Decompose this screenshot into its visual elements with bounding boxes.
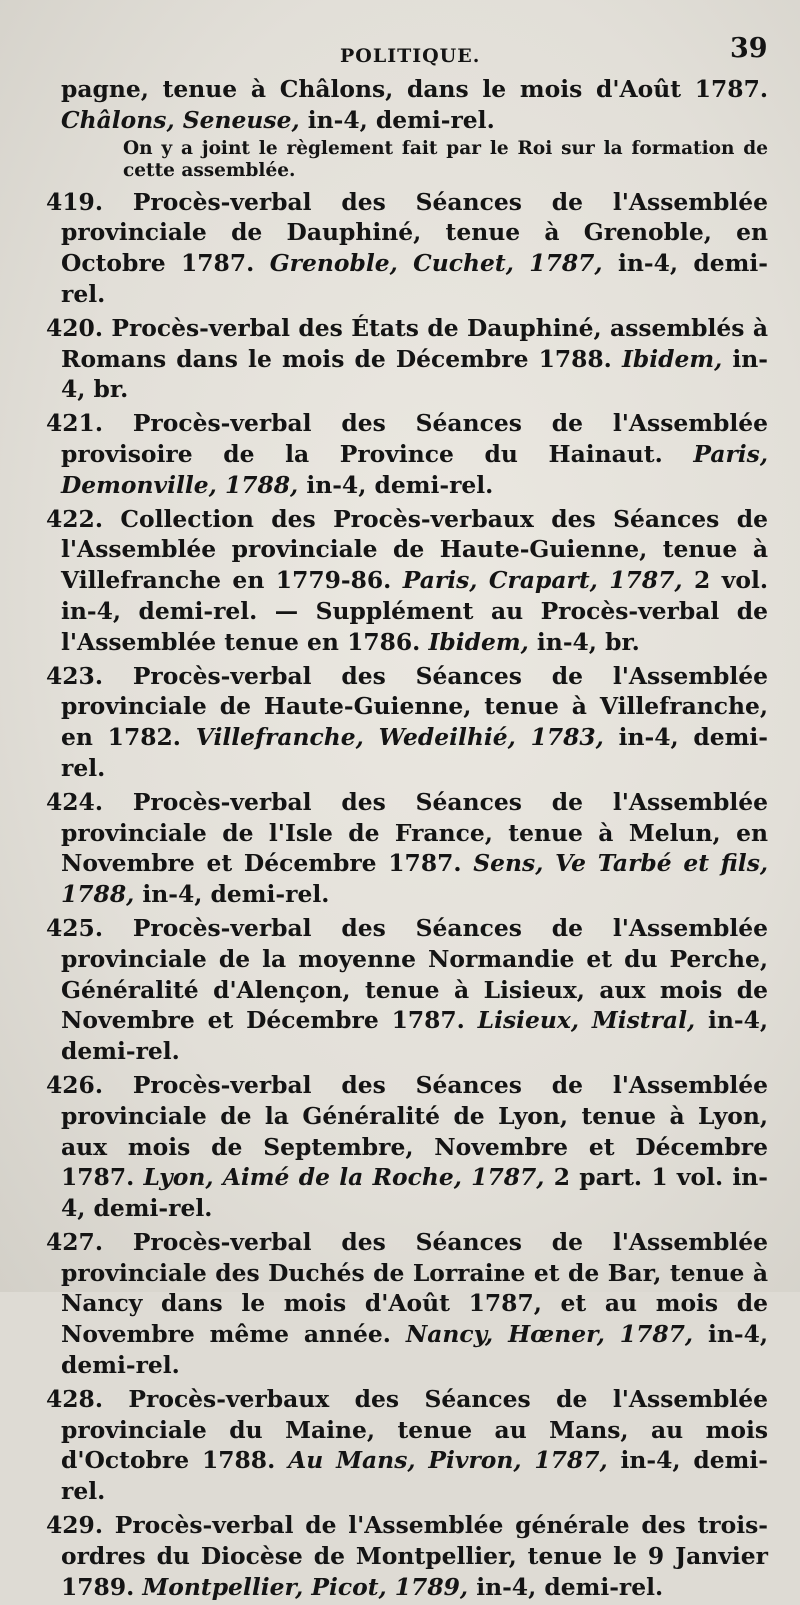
- entry-format: in-4, demi-rel.: [61, 1006, 768, 1066]
- entry-imprint: Au Mans, Pivron, 1787,: [288, 1446, 608, 1475]
- entry-imprint: Ibidem,: [621, 344, 723, 373]
- entry-text: Procès-verbal des Séances de l'Assemblée provisoire de la Province du Hainaut.: [61, 409, 768, 468]
- entry-imprint: Paris, Crapart, 1787,: [402, 566, 683, 595]
- entry-number: 427.: [46, 1227, 103, 1256]
- catalogue-entry: [46, 1227, 768, 1381]
- entry-format: 2 part. 1 vol. in-4, demi-rel.: [61, 1163, 768, 1223]
- entry-format: in-4, demi-rel.: [298, 470, 494, 499]
- entry-text: Procès-verbal des Séances de l'Assemblée provinciale de la moyenne Normandie et du Perche, Généralité d'Alençon, tenue à Lisieux, aux mois de Novembre et Décembre 1787.: [61, 913, 768, 1035]
- catalogue-entry: [46, 1510, 768, 1602]
- catalogue-entry: [46, 408, 768, 500]
- entry-text: Procès-verbal de l'Assemblée générale des trois-ordres du Diocèse de Montpellier, tenue le 9 Janvier 1789.: [61, 1511, 768, 1601]
- entry-imprint-2: Ibidem,: [428, 627, 529, 656]
- catalogue-entry: [46, 313, 768, 405]
- entry-format: in-4, demi-rel.: [61, 723, 768, 782]
- entry-text: Procès-verbal des Séances de l'Assemblée provinciale des Duchés de Lorraine et de Bar, tenue à Nancy dans le mois d'Août 1787, et au mois de Novembre même année.: [61, 1227, 768, 1349]
- catalogue-entry: [46, 187, 768, 310]
- entry-number: 429.: [46, 1511, 103, 1540]
- entry-imprint: Villefranche, Wedeilhié, 1783,: [195, 723, 604, 752]
- catalogue-entry: [46, 661, 768, 784]
- catalogue-entry: [46, 1384, 768, 1507]
- entry-note: On y a joint le règlement fait par le Roi sur la formation de cette assemblée.: [123, 137, 768, 181]
- entry-number: 420.: [46, 313, 103, 342]
- catalogue-entry: [46, 787, 768, 910]
- entry-format: in-4, demi-rel.: [61, 1320, 768, 1380]
- entry-imprint: Montpellier, Picot, 1789,: [142, 1572, 469, 1601]
- entry-text: Procès-verbal des États de Dauphiné, assemblés à Romans dans le mois de Décembre 1788.: [61, 313, 768, 373]
- entry-number: 419.: [46, 187, 103, 216]
- catalogue-entries: [46, 74, 768, 1605]
- running-head: POLITIQUE.: [340, 45, 481, 67]
- entry-text: Procès-verbal des Séances de l'Assemblée provinciale de Dauphiné, tenue à Grenoble, en Octobre 1787.: [61, 187, 768, 278]
- page-header: [0, 33, 800, 69]
- entry-number: 426.: [46, 1070, 103, 1099]
- entry-imprint: Nancy, Hœner, 1787,: [405, 1320, 694, 1349]
- catalogue-entry: [46, 504, 768, 658]
- catalogue-entry: [46, 1070, 768, 1224]
- entry-format-2: in-4, br.: [528, 627, 640, 656]
- entry-number: 423.: [46, 661, 103, 690]
- entry-text: Procès-verbal des Séances de l'Assemblée provinciale de l'Isle de France, tenue à Melun, en Novembre et Décembre 1787.: [61, 787, 768, 878]
- entry-number: 424.: [46, 787, 103, 816]
- entry-format: 2 vol. in-4, demi-rel. — Supplément au Procès-verbal de l'Assemblée tenue en 1786.: [61, 566, 768, 656]
- entry-format: in-4, demi-rel.: [299, 105, 495, 134]
- entry-imprint: Lisieux, Mistral,: [477, 1006, 696, 1035]
- entry-format: in-4, demi-rel.: [468, 1572, 664, 1601]
- catalogue-entry: [46, 74, 768, 182]
- entry-number: 422.: [46, 504, 103, 533]
- entry-format: in-4, demi-rel.: [61, 249, 768, 308]
- entry-format: in-4, demi-rel.: [134, 880, 330, 909]
- entry-number: 428.: [46, 1384, 103, 1413]
- entry-text: Procès-verbal des Séances de l'Assemblée provinciale de Haute-Guienne, tenue à Villefranche, en 1782.: [61, 661, 768, 752]
- entry-number: 421.: [46, 409, 103, 438]
- entry-imprint: Paris, Demonville, 1788,: [61, 439, 768, 499]
- entry-format: in-4, br.: [61, 344, 768, 404]
- entry-imprint: Lyon, Aimé de la Roche, 1787,: [143, 1163, 545, 1192]
- entry-number: 425.: [46, 913, 103, 942]
- entry-imprint: Sens, Ve Tarbé et fils, 1788,: [61, 849, 769, 909]
- entry-text: Procès-verbal des Séances de l'Assemblée provinciale de la Généralité de Lyon, tenue à Lyon, aux mois de Septembre, Novembre et Décembre 1787.: [61, 1070, 768, 1192]
- entry-imprint: Grenoble, Cuchet, 1787,: [269, 249, 603, 278]
- entry-format: in-4, demi-rel.: [61, 1446, 768, 1506]
- catalogue-entry: [46, 913, 768, 1067]
- entry-imprint: Châlons, Seneuse,: [61, 105, 300, 134]
- entry-text: Procès-verbaux des Séances de l'Assemblée provinciale du Maine, tenue au Mans, au mois d'Octobre 1788.: [61, 1384, 768, 1475]
- entry-text: Collection des Procès-verbaux des Séances de l'Assemblée provinciale de Haute-Guienne, tenue à Villefranche en 1779-86.: [61, 504, 768, 595]
- entry-text: pagne, tenue à Châlons, dans le mois d'Août 1787.: [61, 75, 768, 103]
- page-number: 39: [730, 33, 768, 64]
